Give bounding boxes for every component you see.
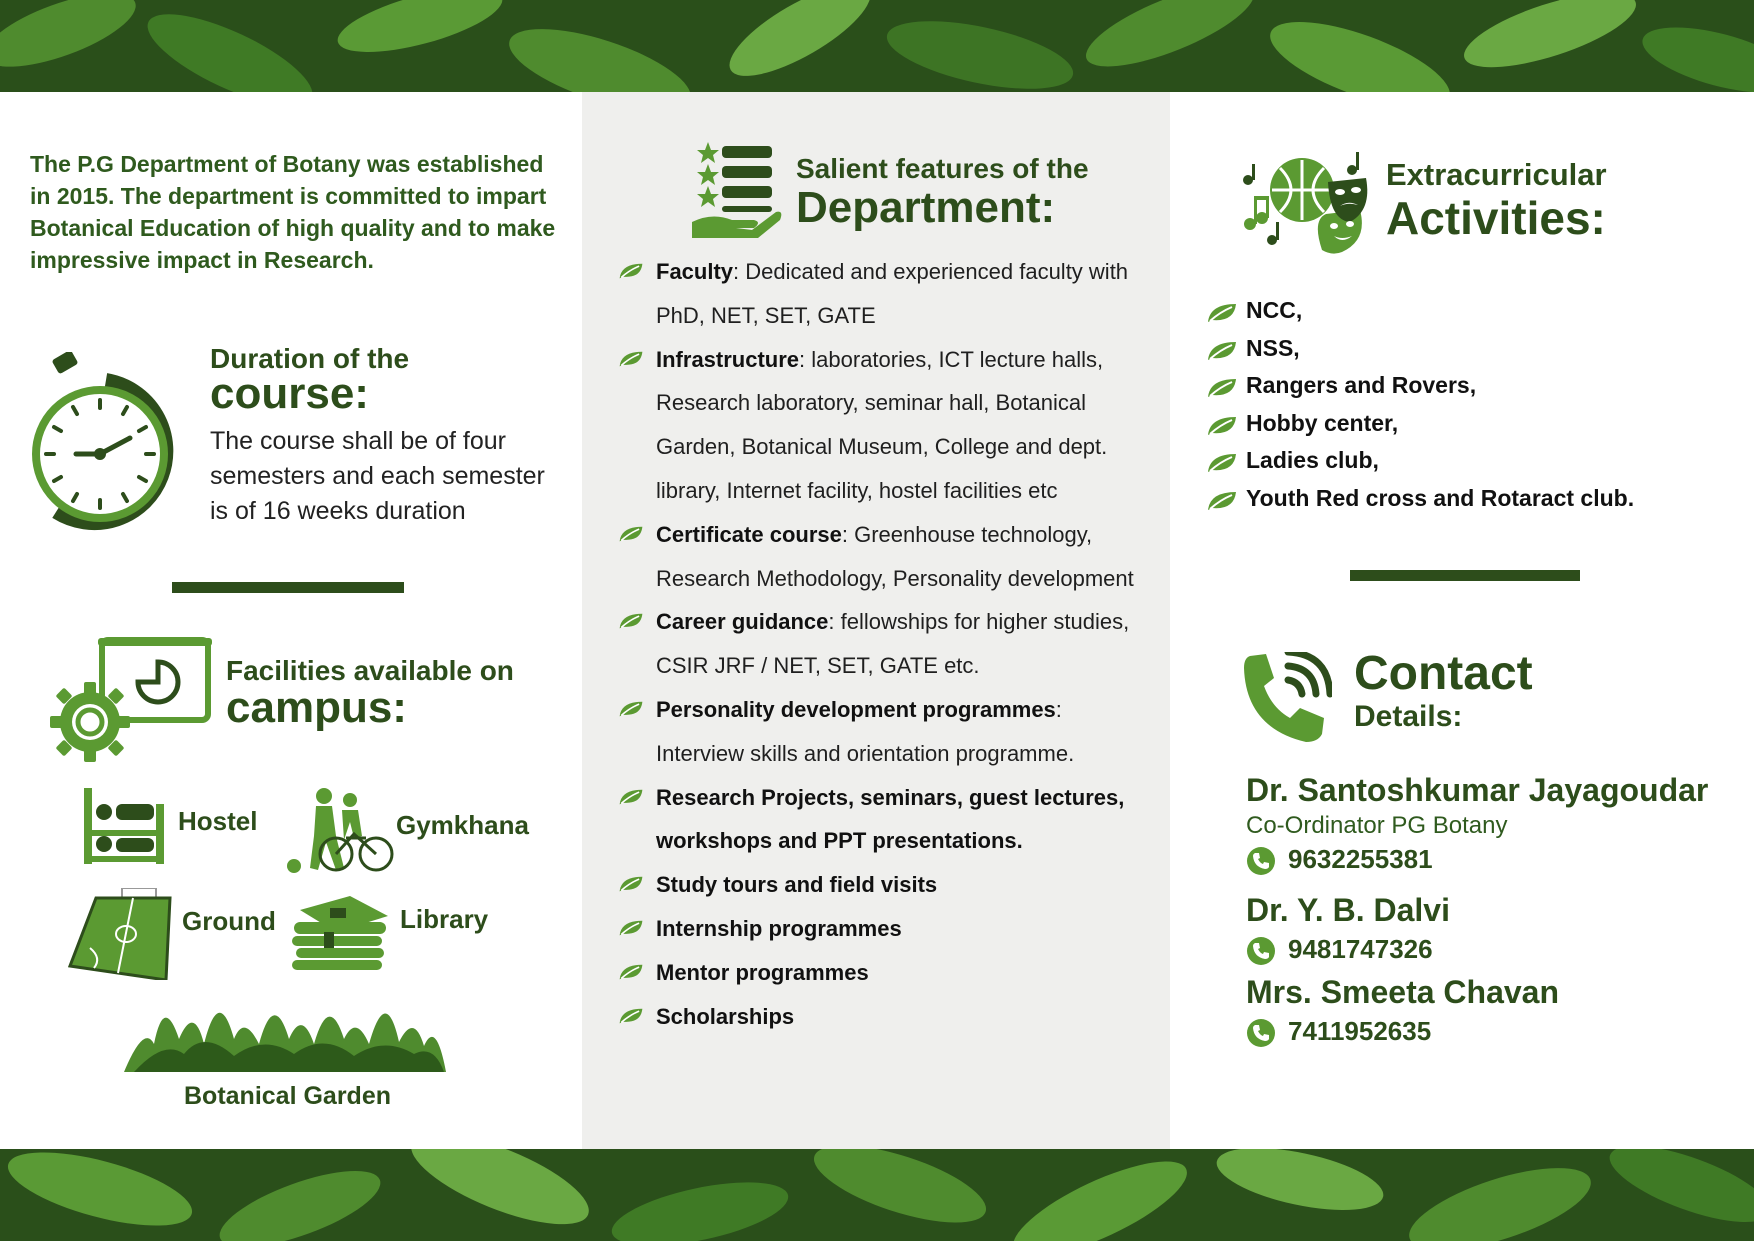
feature-text: : Greenhouse technology, Research Methodology, Personality development [656, 521, 1134, 591]
contact-name: Dr. Y. B. Dalvi [1246, 892, 1450, 928]
feature-key: Mentor programmes [656, 959, 869, 985]
feature-key: Infrastructure [656, 346, 800, 372]
feature-text: : Dedicated and experienced faculty with PhD, NET, SET, GATE [656, 259, 1129, 328]
feature-item [618, 776, 1148, 864]
activity-label: NSS, [1246, 334, 1300, 361]
presentation-gear-icon [48, 636, 218, 766]
feature-item [618, 907, 1148, 951]
feature-item [618, 863, 1148, 907]
leaf-bullet-icon [618, 612, 644, 630]
activity-label: Youth Red cross and Rotaract club. [1246, 484, 1635, 511]
leaf-bullet-icon [1206, 490, 1238, 512]
leaf-bullet-icon [618, 262, 644, 280]
contact-name: Mrs. Smeeta Chavan [1246, 974, 1560, 1010]
contact-phone[interactable] [1246, 934, 1433, 965]
sports-icon [284, 786, 394, 876]
features-heading-big: Department: [796, 183, 1056, 232]
activity-label: Hobby center, [1246, 409, 1399, 436]
leaf-bullet-icon [618, 875, 644, 893]
phone-icon [1242, 652, 1332, 744]
leaf-bullet-icon [1206, 340, 1238, 362]
feature-text: : Interview skills and orientation programme. [656, 696, 1075, 766]
feature-key: Career guidance [656, 609, 829, 635]
leaf-bullet-icon [1206, 415, 1238, 437]
activity-label: Ladies club, [1246, 447, 1379, 473]
feature-text: : fellowships for higher studies, CSIR JRF / NET, SET, GATE etc. [656, 609, 1130, 679]
activity-item [1206, 442, 1634, 480]
books-icon [290, 896, 390, 972]
duration-text: The course shall be of four semesters and each semester is of 16 weeks duration [210, 427, 545, 525]
activity-item [1206, 330, 1634, 368]
right-panel [1170, 92, 1754, 1149]
leaf-bullet-icon [618, 788, 644, 806]
feature-key: Certificate course [656, 521, 842, 547]
activity-label: Rangers and Rovers, [1246, 372, 1477, 398]
activity-item [1206, 405, 1634, 443]
feature-key: Faculty [656, 259, 734, 284]
features-heading-small: Salient features of the [796, 153, 1089, 184]
activities-icon [1242, 150, 1372, 260]
contact-phone[interactable] [1246, 844, 1433, 875]
duration-heading-small: Duration of the [210, 343, 410, 374]
left-panel [0, 92, 582, 1149]
facility-library: Library [400, 904, 489, 934]
feature-text: : laboratories, ICT lecture halls, Research laboratory, seminar hall, Botanical Garden, Botanical Museum, College and dept. library, Internet facility, hostel facilities etc [656, 346, 1108, 503]
feature-item [618, 995, 1148, 1039]
section-divider [172, 582, 404, 593]
feature-item [618, 600, 1148, 688]
contact-phone[interactable] [1246, 1016, 1431, 1047]
leaf-bullet-icon [618, 1007, 644, 1025]
facility-ground: Ground [182, 906, 276, 936]
feature-key: Research Projects, seminars, guest lectures, workshops and PPT presentations. [656, 784, 1125, 854]
feature-item [618, 951, 1148, 995]
leaf-bullet-icon [618, 350, 644, 368]
leaf-bullet-icon [618, 525, 644, 543]
feature-item [618, 688, 1148, 776]
activity-item [1206, 480, 1634, 518]
activity-item [1206, 367, 1634, 405]
feature-item [618, 338, 1148, 513]
leaf-bullet-icon [618, 700, 644, 718]
activities-heading-big: Activities: [1386, 192, 1606, 244]
feature-item [618, 250, 1148, 338]
intro-text: The P.G Department of Botany was established in 2015. The department is committed to impart Botanical Education of high quality and to make impressive impact in Research. [30, 151, 556, 273]
stopwatch-icon [26, 352, 186, 532]
middle-panel [582, 92, 1170, 1149]
section-divider [1350, 570, 1580, 581]
leaf-bullet-icon [1206, 377, 1238, 399]
activity-label: NCC, [1246, 297, 1303, 323]
contact-phone-number: 7411952635 [1288, 1016, 1432, 1046]
facility-gymkhana: Gymkhana [396, 810, 529, 840]
phone-circle-icon [1246, 936, 1276, 966]
contact-phone-number: 9632255381 [1288, 844, 1433, 874]
top-leaf-banner [0, 0, 1754, 92]
bunk-bed-icon [82, 786, 170, 866]
activities-list [1206, 292, 1634, 517]
phone-circle-icon [1246, 846, 1276, 876]
contact-phone-number: 9481747326 [1288, 934, 1433, 964]
activities-heading-small: Extracurricular [1386, 157, 1607, 192]
leaf-bullet-icon [618, 963, 644, 981]
features-list [618, 250, 1148, 1038]
facility-botanical-garden: Botanical Garden [184, 1082, 391, 1110]
contact-heading-big: Contact [1354, 647, 1533, 700]
feature-key: Internship programmes [656, 915, 902, 941]
contact-role: Co-Ordinator PG Botany [1246, 812, 1508, 839]
list-hand-icon [692, 142, 784, 238]
leaf-bullet-icon [618, 919, 644, 937]
feature-item [618, 513, 1148, 601]
feature-key: Scholarships [656, 1003, 795, 1029]
phone-circle-icon [1246, 1018, 1276, 1048]
facilities-heading-small: Facilities available on [226, 655, 514, 686]
facility-hostel: Hostel [178, 806, 258, 836]
field-icon [68, 888, 172, 980]
activity-item [1206, 292, 1634, 330]
bottom-leaf-banner [0, 1149, 1754, 1241]
grass-icon [124, 984, 446, 1072]
contact-heading-small: Details: [1354, 700, 1463, 733]
leaf-bullet-icon [1206, 452, 1238, 474]
facilities-heading-big: campus: [226, 683, 407, 732]
feature-key: Personality development programmes [656, 696, 1056, 722]
leaf-bullet-icon [1206, 302, 1238, 324]
duration-heading-big: course: [210, 369, 369, 418]
feature-key: Study tours and field visits [656, 872, 938, 898]
contact-name: Dr. Santoshkumar Jayagoudar [1246, 772, 1709, 808]
